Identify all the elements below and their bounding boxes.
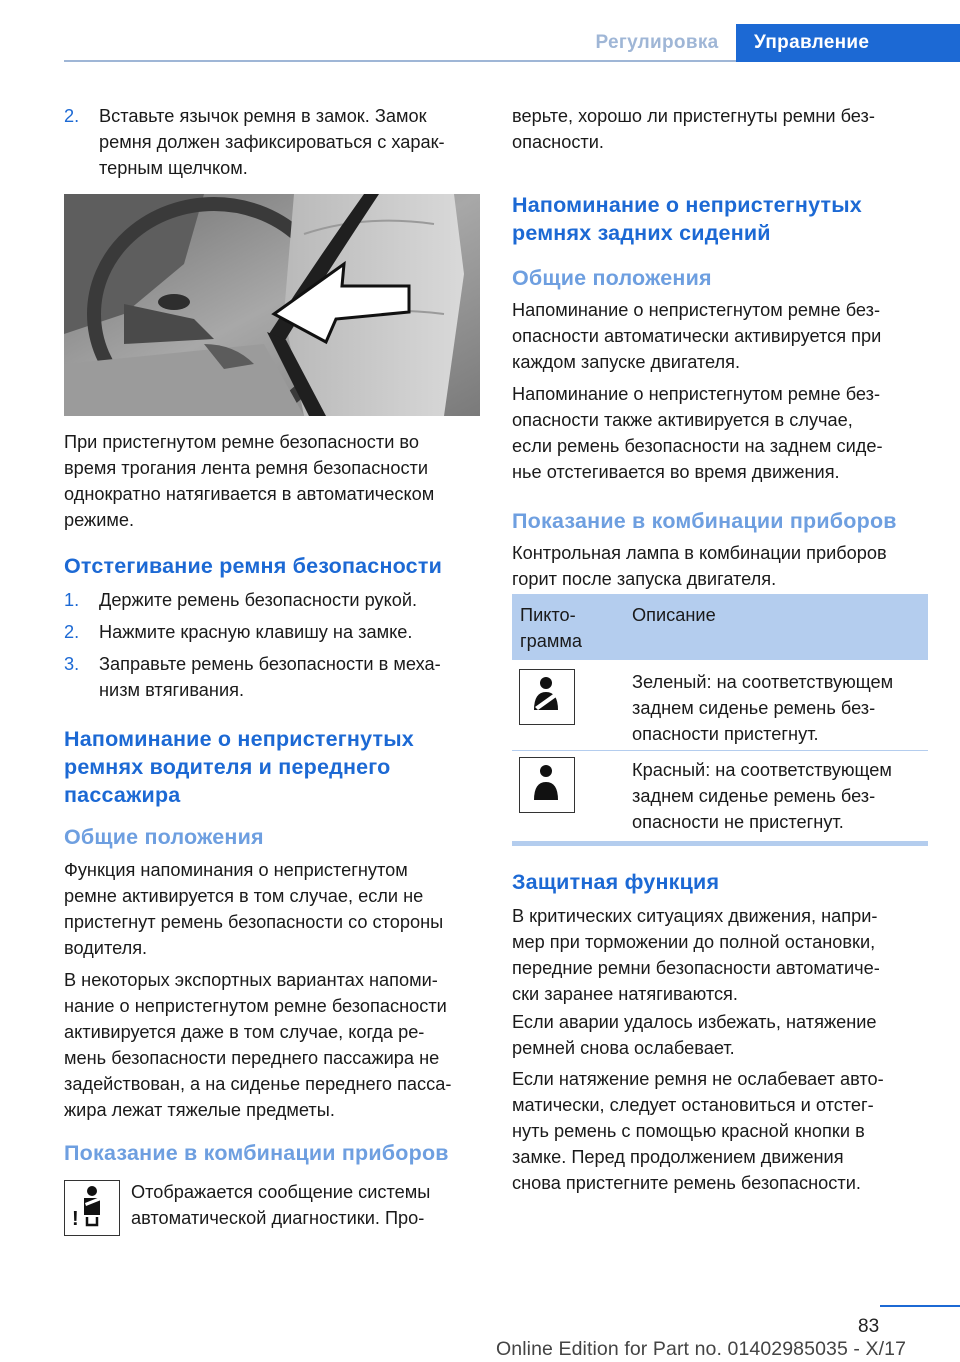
- rear-general-paragraph-2: Напоминание о непристегнутом ремне без‐ опасности также активируется в случае, если ремень безопасности на заднем сиде‐ нье отстегивается во время движения.: [512, 384, 883, 482]
- protect-paragraph-1: В критических ситуациях движения, напри‐ мер при торможении до полной остановки, передние ремни безопасности автоматиче‐ ски заранее натягиваются.: [512, 906, 880, 1004]
- driver-reminder-heading: Напоминание о непристегнутых ремнях водителя и переднего пассажира: [64, 727, 414, 807]
- unbuckle-heading: Отстегивание ремня безопасности: [64, 554, 442, 578]
- step-number: 2.: [64, 106, 80, 126]
- seatbelt-warning-icon: [64, 1180, 120, 1236]
- table-header-description: Описание: [632, 605, 716, 625]
- protect-heading: Защитная функция: [512, 870, 720, 894]
- protect-paragraph-3: Если натяжение ремня не ослабевает авто‐ матически, следует остановиться и отстег‐ нуть ремень с помощью красной кнопки в замке. Перед продолжением движения снова пристегните ремень безопасности.: [512, 1069, 884, 1193]
- rear-general-paragraph-1: Напоминание о непристегнутом ремне без‐ опасности автоматически активируется при каждом запуске двигателя.: [512, 300, 882, 372]
- table-header: [512, 594, 928, 660]
- page-number: 83: [858, 1316, 880, 1337]
- step-number: 3.: [64, 654, 80, 674]
- general-heading-right: Общие положения: [512, 266, 712, 290]
- table-header-pictogram: Пикто‐ грамма: [520, 605, 582, 651]
- step-number: 1.: [64, 590, 80, 610]
- display-heading-left: Показание в комбинации приборов: [64, 1141, 449, 1165]
- seatbelt-unfastened-icon: [519, 757, 575, 813]
- footer-edition: Online Edition for Part no. 01402985035 - X/17: [496, 1338, 907, 1360]
- footer-rule: [880, 1305, 960, 1307]
- photo-caption: При пристегнутом ремне безопасности во время трогания лента ремня безопасности однократно натягивается в автоматическом режиме.: [64, 432, 435, 530]
- seatbelt-fastened-icon: [519, 669, 575, 725]
- unbuckle-step-2: Нажмите красную клавишу на замке.: [99, 622, 413, 642]
- rear-reminder-heading: Напоминание о непристегнутых ремнях задних сидений: [512, 193, 862, 245]
- display-heading-right: Показание в комбинации приборов: [512, 509, 897, 533]
- protect-paragraph-2: Если аварии удалось избежать, натяжение ремней снова ослабевает.: [512, 1012, 877, 1058]
- display-text-left: Отображается сообщение системы автоматической диагностики. Про‐: [131, 1182, 431, 1228]
- tab-regulirovka[interactable]: Регулировка: [595, 32, 719, 53]
- table-bottom-rule: [512, 841, 928, 846]
- general-paragraph-2: В некоторых экспортных вариантах напоми‐ нание о непристегнутом ремне безопасности активируется даже в том случае, когда ре‐ мень безопасности переднего пассажира не задействован, а на сиденье переднего пасса‐ жира лежат тяжелые предметы.: [64, 970, 452, 1120]
- general-paragraph-1: Функция напоминания о непристегнутом ремне активируется в том случае, если не пристегнут ремень безопасности со стороны водителя.: [64, 860, 444, 958]
- display-paragraph-right: Контрольная лампа в комбинации приборов горит после запуска двигателя.: [512, 543, 887, 589]
- table-divider: [512, 750, 928, 751]
- continuation-text: верьте, хорошо ли пристегнуты ремни без‐ опасности.: [512, 106, 875, 152]
- unbuckle-step-3: Заправьте ремень безопасности в меха‐ низм втягивания.: [99, 654, 441, 700]
- step-number: 2.: [64, 622, 80, 642]
- seatbelt-photo-illustration: [64, 194, 480, 416]
- seatbelt-photo: [64, 194, 480, 416]
- general-heading-left: Общие положения: [64, 825, 264, 849]
- table-row-red: Красный: на соответствующем заднем сиденье ремень без‐ опасности не пристегнут.: [632, 760, 892, 832]
- step-2-text: Вставьте язычок ремня в замок. Замок ремня должен зафиксироваться с харак‐ терным щелчком.: [99, 106, 445, 178]
- table-row-green: Зеленый: на соответствующем заднем сиденье ремень без‐ опасности пристегнут.: [632, 672, 894, 744]
- svg-text:!: !: [72, 1208, 79, 1230]
- unbuckle-step-1: Держите ремень безопасности рукой.: [99, 590, 418, 610]
- tab-upravlenie[interactable]: Управление: [736, 24, 960, 62]
